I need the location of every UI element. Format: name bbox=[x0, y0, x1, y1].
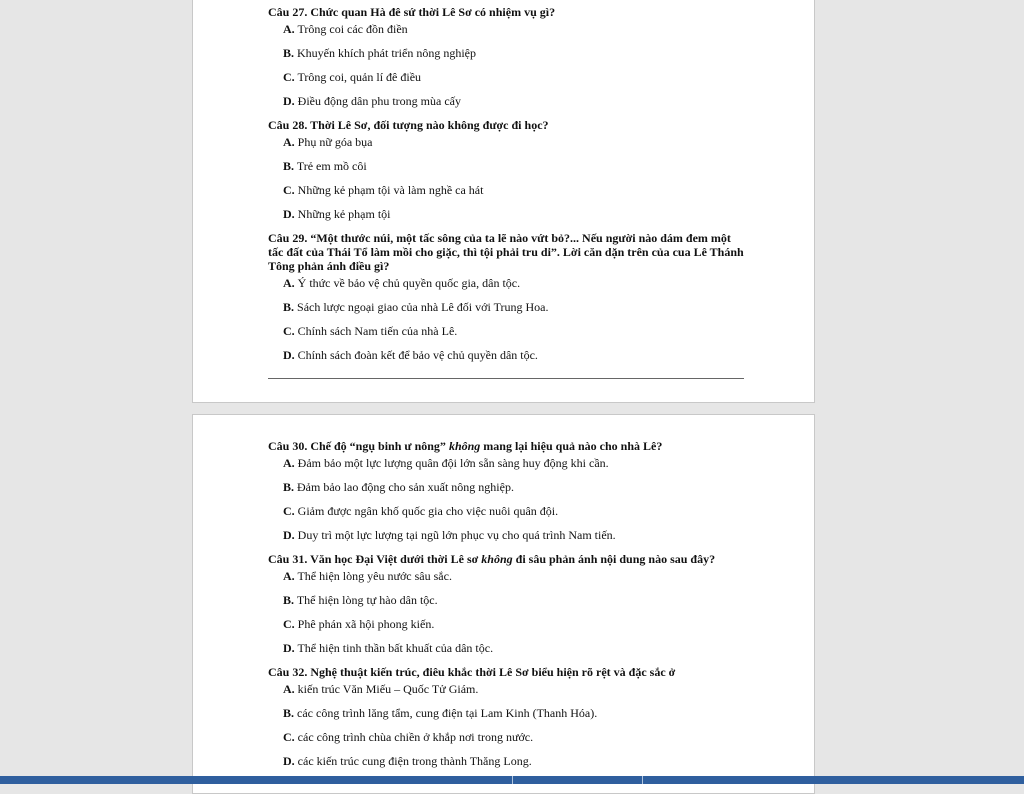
option: D. Những kẻ phạm tội bbox=[283, 207, 391, 221]
page-content bbox=[268, 5, 744, 362]
question-27: Câu 27. Chức quan Hà đê sứ thời Lê Sơ có nhiệm vụ gì? bbox=[268, 5, 556, 19]
option: A. Ý thức về bảo vệ chủ quyền quốc gia, dân tộc. bbox=[283, 276, 521, 290]
question-29: Câu 29. “Một thước núi, một tấc sông của ta lẽ nào vứt bỏ?... Nếu người nào dám đem một tấc đất của Thái Tổ làm mồi cho giặc, thì tội phải tru di”. Lời căn dặn trên của cua Lê Thánh Tông phản ánh điều gì? bbox=[268, 231, 744, 273]
option: C. Trông coi, quản lí đê điều bbox=[283, 70, 422, 84]
document-page-1 bbox=[192, 0, 815, 403]
option: C. Giảm được ngân khố quốc gia cho việc nuôi quân đội. bbox=[283, 504, 559, 518]
option: C. Phê phán xã hội phong kiến. bbox=[283, 617, 435, 631]
option: C. Những kẻ phạm tội và làm nghề ca hát bbox=[283, 183, 484, 197]
option: B. các công trình lăng tẩm, cung điện tại Lam Kinh (Thanh Hóa). bbox=[283, 706, 598, 720]
question-28: Câu 28. Thời Lê Sơ, đối tượng nào không được đi học? bbox=[268, 118, 549, 132]
question-31: Câu 31. Văn học Đại Việt dưới thời Lê sơ không đi sâu phản ánh nội dung nào sau đây? bbox=[268, 552, 716, 566]
horizontal-rule bbox=[268, 378, 744, 379]
option: C. Chính sách Nam tiến của nhà Lê. bbox=[283, 324, 458, 338]
document-page-2 bbox=[192, 414, 815, 794]
option: A. Phụ nữ góa bụa bbox=[283, 135, 373, 149]
option: A. Đảm bảo một lực lượng quân đội lớn sẵn sàng huy động khi cần. bbox=[283, 456, 609, 470]
question-32: Câu 32. Nghệ thuật kiến trúc, điêu khắc thời Lê Sơ biểu hiện rõ rệt và đặc sắc ở bbox=[268, 665, 676, 679]
option: B. Thể hiện lòng tự hào dân tộc. bbox=[283, 593, 438, 607]
option: B. Đảm bảo lao động cho sản xuất nông nghiệp. bbox=[283, 480, 514, 494]
option: A. Trông coi các đồn điền bbox=[283, 22, 408, 36]
question-30: Câu 30. Chế độ “ngụ binh ư nông” không mang lại hiệu quả nào cho nhà Lê? bbox=[268, 439, 663, 453]
page-content bbox=[268, 439, 744, 768]
option: B. Sách lược ngoại giao của nhà Lê đối với Trung Hoa. bbox=[283, 300, 549, 314]
option: D. Điều động dân phu trong mùa cấy bbox=[283, 94, 461, 108]
status-bar-divider bbox=[512, 776, 513, 784]
option: B. Khuyến khích phát triển nông nghiệp bbox=[283, 46, 476, 60]
option: A. Thể hiện lòng yêu nước sâu sắc. bbox=[283, 569, 452, 583]
option: A. kiến trúc Văn Miếu – Quốc Tử Giám. bbox=[283, 682, 479, 696]
option: C. các công trình chùa chiền ở khắp nơi trong nước. bbox=[283, 730, 534, 744]
option: D. Chính sách đoàn kết để bảo vệ chủ quyền dân tộc. bbox=[283, 348, 538, 362]
status-bar bbox=[0, 776, 1024, 784]
option: B. Trẻ em mồ côi bbox=[283, 159, 367, 173]
option: D. Thể hiện tinh thần bất khuất của dân tộc. bbox=[283, 641, 494, 655]
option: D. các kiến trúc cung điện trong thành Thăng Long. bbox=[283, 754, 532, 768]
option: D. Duy trì một lực lượng tại ngũ lớn phục vụ cho quá trình Nam tiến. bbox=[283, 528, 616, 542]
status-bar-divider bbox=[642, 776, 643, 784]
